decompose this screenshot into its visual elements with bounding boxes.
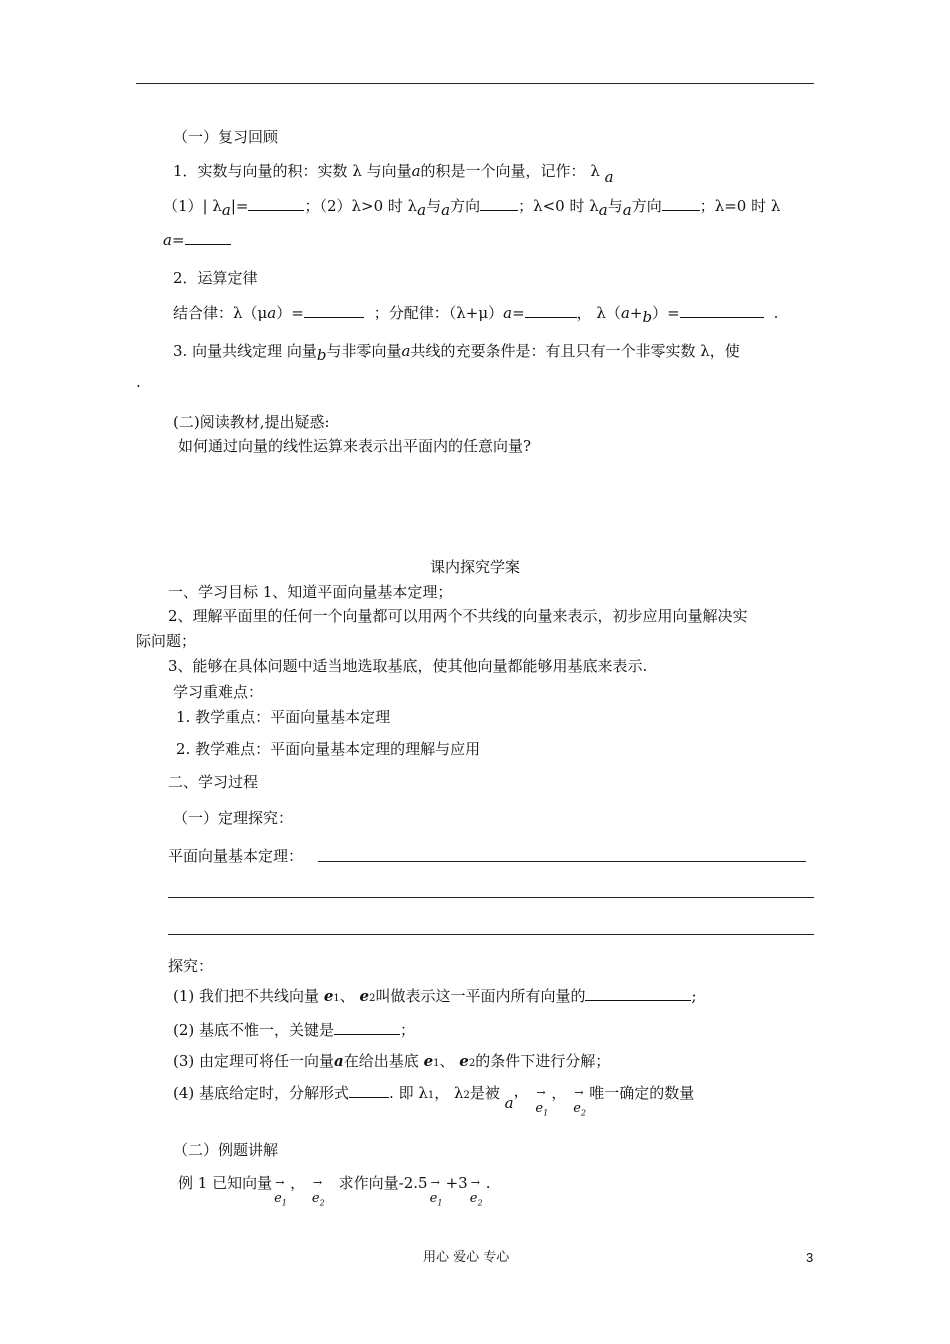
ex-vector-e1: → $e_1$ [274,1176,287,1208]
blank-dist-2[interactable] [680,303,764,318]
goal-1: 一、学习目标 1、知道平面向量基本定理； [168,583,453,601]
vector-e1: → $e_1$ [535,1086,549,1118]
blank-assoc[interactable] [304,303,364,318]
explore-q1: (1) 我们把不共线向量 e1、 e2叫做表示这一平面内所有向量的 ; [173,987,697,1005]
explore-q3: (3) 由定理可将任一向量a在给出基底 e1、 e2的条件下进行分解； [173,1052,611,1070]
blank-dir-neg[interactable] [662,196,700,211]
review-item-1-zero: a= [163,230,231,250]
reading-heading: (二)阅读教材,提出疑惑: [173,413,330,431]
example-1: 例 1 已知向量 → $e_1$ ， → $e_2$ 求作向量-2.5 → $e_1$ +3 → $e_2$ . [178,1174,491,1208]
theorem-blank-3[interactable] [168,934,814,935]
section-title: 课内探究学案 [429,558,520,576]
reading-question: 如何通过向量的线性运算来表示出平面内的任意向量? [178,437,532,455]
blank-zero[interactable] [185,230,231,245]
blank-dir-pos[interactable] [480,196,518,211]
blank-abs[interactable] [248,196,304,211]
review-item-3: 3. 向量共线定理 向量b与非零向量a共线的充要条件是：有且只有一个非零实数 λ，使 [173,342,740,364]
process-heading: 二、学习过程 [168,773,259,791]
blank-basis[interactable] [585,986,691,1001]
theorem-blank-1[interactable] [318,861,806,862]
footer-motto: 用心 爱心 专心 [423,1250,510,1265]
review-laws: 结合律：λ（μa）= ；分配律：（λ+μ）a= ， λ（a+b）= . [173,304,779,326]
blank-form[interactable] [349,1083,389,1098]
page-number: 3 [806,1250,814,1265]
ex-vector-e1-b: → $e_1$ [429,1176,443,1208]
goal-3: 3、能够在具体问题中适当地选取基底，使其他向量都能够用基底来表示. [168,657,648,675]
goal-2-cont: 际问题； [136,632,197,650]
review-item-1-properties: （1）| λa|= ；（2）λ>0 时 λa与a方向 ；λ<0 时 λa与a方向 ；λ=0 时 λ [163,197,781,219]
goal-2: 2、理解平面里的任何一个向量都可以用两个不共线的向量来表示，初步应用向量解决实 [168,607,748,625]
ex-vector-e2: → $e_2$ [311,1176,325,1208]
key-heading: 学习重难点： [173,683,264,701]
key-point-1: 1. 教学重点：平面向量基本定理 [176,708,391,726]
review-item-2: 2．运算定律 [173,269,258,287]
header-rule [136,83,814,84]
key-point-2: 2. 教学难点：平面向量基本定理的理解与应用 [176,740,481,758]
theorem-label: 平面向量基本定理： [168,847,304,865]
review-heading: （一）复习回顾 [173,128,279,146]
ex-vector-e2-b: → $e_2$ [469,1176,483,1208]
theorem-blank-2[interactable] [168,897,814,898]
explore-q2: (2) 基底不惟一，关键是 ； [173,1021,416,1039]
blank-key[interactable] [334,1020,400,1035]
explore-q4: (4) 基底给定时，分解形式 . 即 λ1， λ2是被 a， → $e_1$ ， → $e_2$ 唯一确定的数量 [173,1082,695,1118]
explore-heading: （一）定理探究： [173,809,294,827]
examples-heading: （二）例题讲解 [173,1141,279,1159]
review-item-3-dot: . [136,373,141,391]
blank-dist-1[interactable] [525,303,577,318]
review-item-1: 1．实数与向量的积：实数 λ 与向量a的积是一个向量，记作： λ a [173,162,614,186]
explore-label: 探究： [168,957,214,975]
vector-e2: → $e_2$ [573,1086,587,1118]
